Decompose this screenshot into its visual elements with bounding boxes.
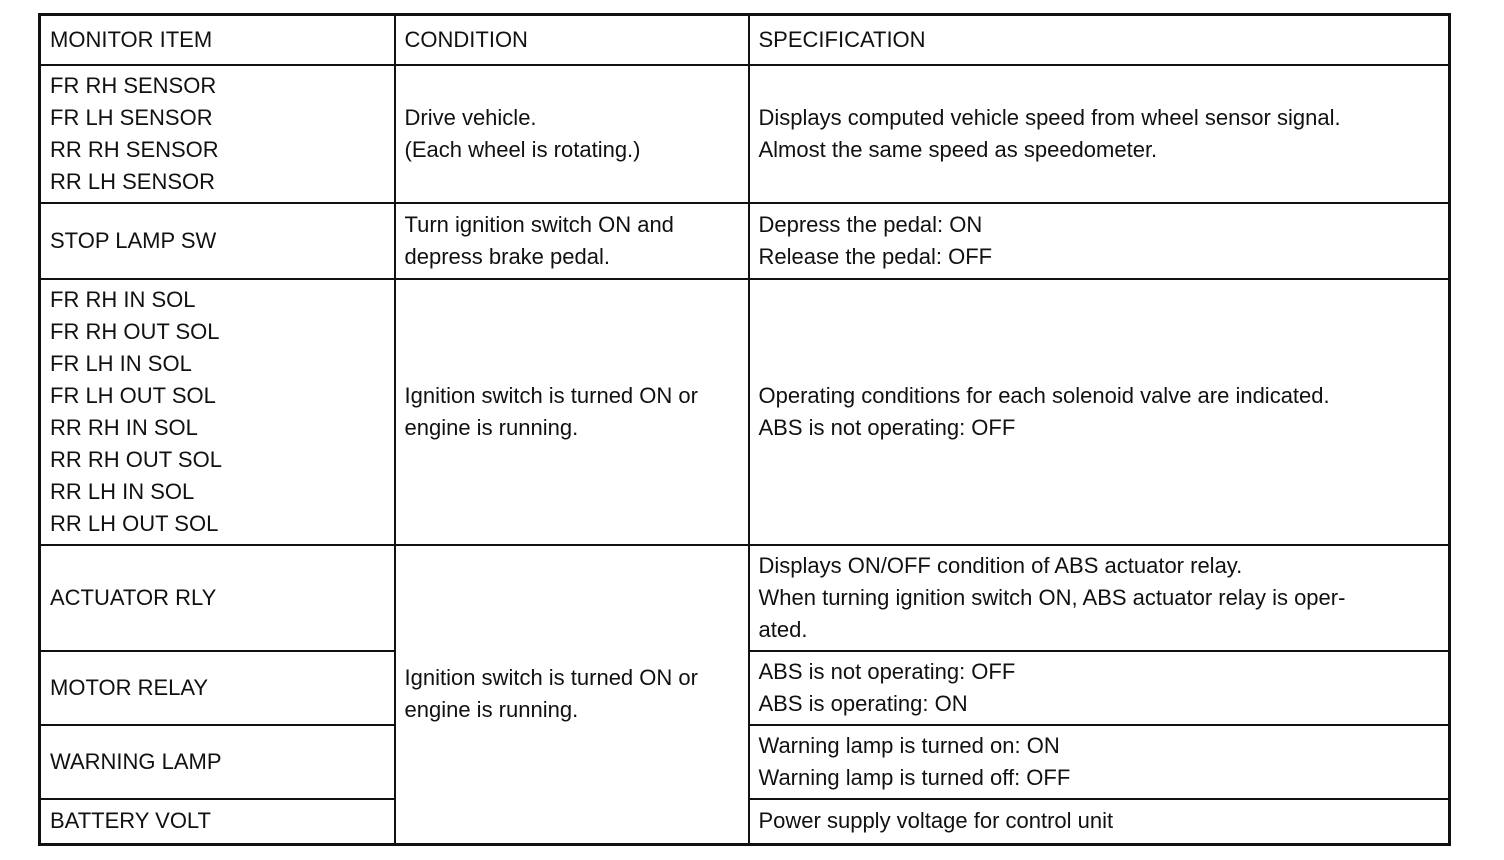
condition-text: Ignition switch is turned ON or [404, 665, 698, 691]
specification-text: Operating conditions for each solenoid valve are indicated. [758, 382, 1330, 408]
monitor-item: RR LH SENSOR [50, 168, 216, 194]
specification-text: ABS is operating: ON [758, 690, 968, 716]
specification-text: Release the pedal: OFF [758, 243, 993, 269]
table-row [40, 545, 1450, 651]
monitor-item: WARNING LAMP [50, 748, 222, 774]
condition-cell [395, 203, 749, 279]
header-monitor-item: MONITOR ITEM [40, 15, 395, 65]
header-specification: SPECIFICATION [749, 15, 1450, 65]
header-row [40, 15, 1450, 65]
specification-text: Almost the same speed as speedometer. [758, 136, 1158, 162]
monitor-item-cell [40, 203, 395, 279]
condition-text: Drive vehicle. [404, 104, 537, 130]
condition-text: engine is running. [404, 414, 579, 440]
condition-text: Ignition switch is turned ON or [404, 382, 698, 408]
specification-cell [749, 725, 1450, 799]
condition-cell [395, 279, 749, 545]
specification-text: Displays computed vehicle speed from wheel sensor signal. [758, 104, 1341, 130]
monitor-item: STOP LAMP SW [50, 227, 217, 253]
monitor-item: FR RH OUT SOL [50, 318, 220, 344]
specification-text: When turning ignition switch ON, ABS actuator relay is oper- [758, 584, 1346, 610]
specification-cell [749, 203, 1450, 279]
monitor-item: ACTUATOR RLY [50, 584, 217, 610]
header-condition: CONDITION [395, 15, 749, 65]
table-row [40, 203, 1450, 279]
monitor-item: FR RH IN SOL [50, 286, 196, 312]
specification-cell [749, 65, 1450, 203]
specification-cell [749, 799, 1450, 845]
monitor-item-cell [40, 799, 395, 845]
table-row [40, 279, 1450, 545]
condition-cell [395, 545, 749, 845]
monitor-item: RR LH OUT SOL [50, 510, 219, 536]
condition-text: (Each wheel is rotating.) [404, 136, 641, 162]
condition-text: Turn ignition switch ON and [404, 211, 674, 237]
specification-text: Displays ON/OFF condition of ABS actuator relay. [758, 552, 1243, 578]
specification-cell [749, 279, 1450, 545]
monitor-item: FR LH OUT SOL [50, 382, 216, 408]
specification-text: Warning lamp is turned off: OFF [758, 764, 1071, 790]
monitor-item: RR RH OUT SOL [50, 446, 222, 472]
monitor-item-cell [40, 65, 395, 203]
specification-text: Warning lamp is turned on: ON [758, 732, 1060, 758]
monitor-item: RR LH IN SOL [50, 478, 195, 504]
monitor-item: BATTERY VOLT [50, 808, 211, 834]
monitor-item-cell [40, 651, 395, 725]
specification-cell [749, 545, 1450, 651]
monitor-item: FR LH SENSOR [50, 104, 213, 130]
monitor-item-table [38, 13, 1451, 846]
monitor-item-cell [40, 279, 395, 545]
monitor-item-cell [40, 725, 395, 799]
specification-text: ated. [758, 616, 808, 642]
monitor-item: RR RH IN SOL [50, 414, 198, 440]
condition-cell [395, 65, 749, 203]
monitor-item: FR LH IN SOL [50, 350, 192, 376]
monitor-item: RR RH SENSOR [50, 136, 219, 162]
condition-text: engine is running. [404, 697, 579, 723]
table-row [40, 65, 1450, 203]
monitor-item: FR RH SENSOR [50, 72, 217, 98]
specification-text: Depress the pedal: ON [758, 211, 983, 237]
specification-cell [749, 651, 1450, 725]
monitor-item-cell [40, 545, 395, 651]
specification-text: ABS is not operating: OFF [758, 414, 1016, 440]
specification-text: ABS is not operating: OFF [758, 658, 1016, 684]
specification-text: Power supply voltage for control unit [758, 808, 1114, 834]
condition-text: depress brake pedal. [404, 243, 610, 269]
monitor-item: MOTOR RELAY [50, 674, 209, 700]
